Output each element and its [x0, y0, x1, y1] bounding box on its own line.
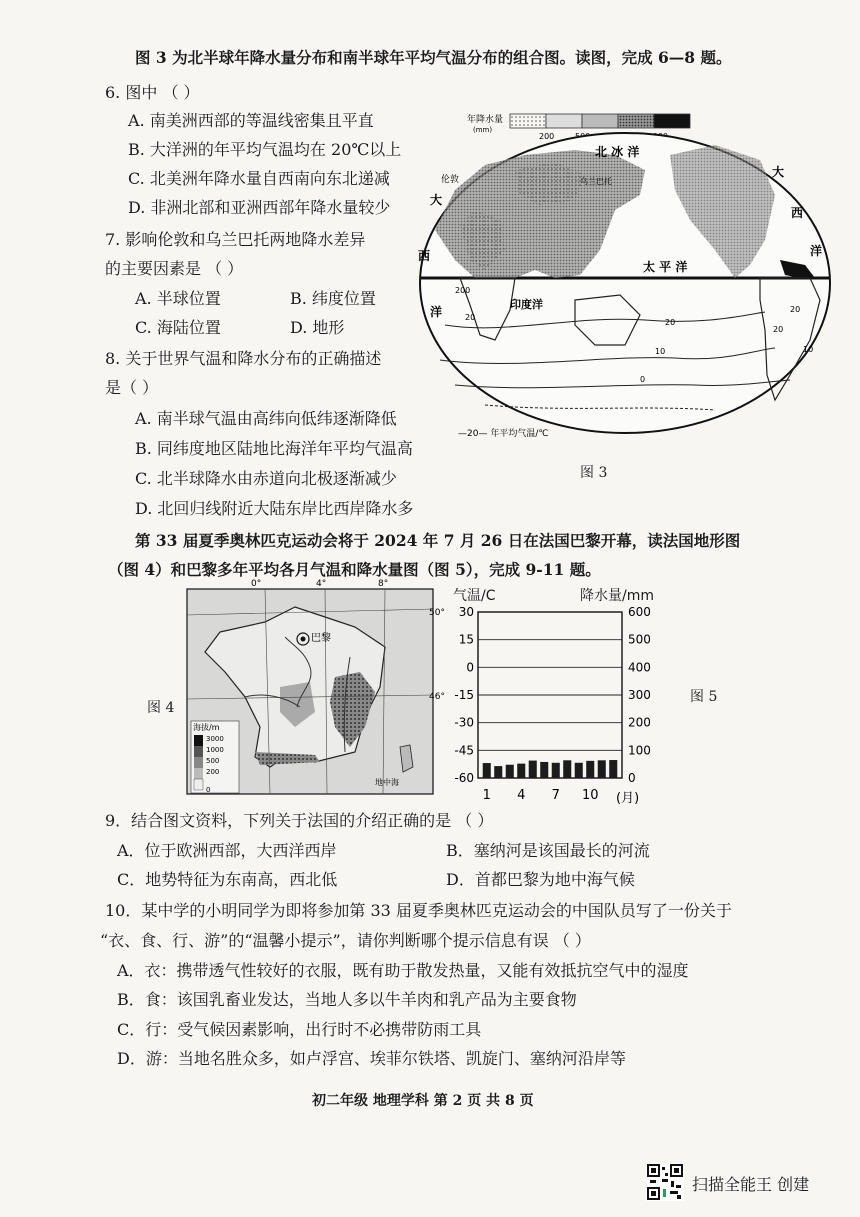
q10-option-d: D．游：当地名胜众多，如卢浮宫、埃菲尔铁塔、凯旋门、塞纳河沿岸等 — [117, 1049, 626, 1068]
scanner-watermark-text: 扫描全能王 创建 — [692, 1175, 810, 1194]
figure4-france-map — [185, 577, 445, 799]
fig3-label-20c: 20 — [790, 305, 801, 314]
q8-option-c: C. 北半球降水由赤道向北极逐渐减少 — [135, 469, 397, 488]
fig3-label-london: 伦敦 — [441, 175, 460, 185]
fig3-label-200: 200 — [455, 286, 471, 295]
q8-stem-line2: 是（ ） — [105, 378, 159, 397]
q8-option-a: A. 南半球气温由高纬向低纬逐渐降低 — [135, 409, 397, 428]
fig3-label-10a: 10 — [655, 347, 666, 356]
fig4-label-lat50: 50° — [429, 608, 445, 618]
fig3-label-20b: 20 — [665, 318, 676, 327]
fig5-precip-bar-month-10 — [586, 761, 594, 778]
fig4-legend-tick-500: 500 — [206, 757, 220, 765]
q6-option-a: A. 南美洲西部的等温线密集且平直 — [128, 111, 374, 130]
fig5-right-tick-label: 200 — [628, 715, 651, 730]
fig4-label-lon8: 8° — [378, 579, 389, 589]
q6-option-c: C. 北美洲年降水量自西南向东北递减 — [128, 169, 390, 188]
fig5-right-tick-label: 100 — [628, 743, 651, 758]
intro-q6-8: 图 3 为北半球年降水量分布和南半球年平均气温分布的组合图。读图，完成 6—8 题。 — [135, 48, 732, 67]
q9-option-d: D．首都巴黎为地中海气候 — [446, 870, 635, 889]
q7-option-a: A. 半球位置 — [135, 289, 221, 308]
fig5-precip-bar-month-3 — [506, 765, 514, 778]
q10-option-b: B．食：该国乳畜业发达，当地人多以牛羊肉和乳产品为主要食物 — [117, 990, 577, 1009]
intro-q9-11-line1: 第 33 届夏季奥林匹克运动会将于 2024 年 7 月 26 日在法国巴黎开幕，读法国地形图 — [135, 531, 741, 550]
fig3-label-atlantic-w2: 西 — [418, 249, 431, 263]
fig5-left-tick-label: -60 — [454, 771, 474, 785]
fig3-label-atlantic-w3: 洋 — [430, 305, 443, 319]
q10-stem-line1: 10．某中学的小明同学为即将参加第 33 届夏季奥林匹克运动会的中国队员写了一份关于 — [105, 901, 732, 920]
fig3-label-20d: 20 — [773, 325, 784, 334]
fig3-label-atlantic-e1: 大 — [772, 165, 785, 179]
fig3-label-arctic: 北 冰 洋 — [595, 145, 640, 159]
fig5-x-tick-label: 4 — [517, 788, 526, 803]
fig3-label-20a: 20 — [465, 313, 476, 322]
fig4-legend-tick-200: 200 — [206, 768, 220, 776]
fig5-x-tick-label: 10 — [581, 788, 599, 803]
fig3-caption: 图 3 — [580, 465, 608, 481]
fig5-left-tick-label: 15 — [458, 632, 474, 647]
fig5-right-tick-label: 500 — [628, 632, 651, 647]
q10-option-a: A．衣：携带透气性较好的衣服，既有助于散发热量，又能有效抵抗空气中的湿度 — [117, 961, 689, 980]
fig5-precip-bar-month-11 — [598, 760, 606, 778]
fig3-label-10b: 10 — [803, 345, 814, 354]
fig5-precip-bar-month-4 — [517, 764, 525, 778]
fig3-legend-title: 年降水量 — [467, 115, 504, 125]
fig4-legend-tick-0: 0 — [206, 786, 211, 794]
fig3-label-ulaanbaatar: 乌兰巴托 — [580, 177, 612, 186]
q9-option-c: C．地势特征为东南高，西北低 — [117, 870, 338, 889]
q6-stem: 6. 图中 （ ） — [105, 83, 200, 102]
q6-option-d: D. 非洲北部和亚洲西部年降水量较少 — [128, 198, 391, 217]
q9-stem: 9．结合图文资料，下列关于法国的介绍正确的是 （ ） — [105, 811, 494, 830]
fig4-legend-title: 海拔/m — [193, 723, 220, 732]
fig3-legend-unit: (mm) — [473, 126, 493, 134]
fig4-legend-tick-1000: 1000 — [206, 746, 224, 754]
q7-option-b: B. 纬度位置 — [290, 289, 376, 308]
fig5-x-tick-label: 1 — [482, 788, 491, 803]
fig5-x-tick-label: 7 — [551, 788, 560, 803]
fig3-label-indian: 印度洋 — [510, 298, 543, 311]
fig3-label-atlantic-e3: 洋 — [810, 244, 823, 258]
fig5-left-tick-label: -15 — [454, 688, 474, 702]
fig5-precip-bar-month-1 — [483, 763, 491, 778]
fig5-precip-bar-month-8 — [563, 760, 571, 778]
fig3-label-atlantic-w1: 大 — [430, 193, 443, 207]
fig5-precip-bar-month-6 — [540, 762, 548, 778]
intro-q9-11-line2: （图 4）和巴黎多年平均各月气温和降水量图（图 5），完成 9-11 题。 — [108, 560, 601, 579]
qr-code-icon — [646, 1163, 684, 1201]
fig4-label-lat46: 46° — [429, 692, 445, 702]
fig3-label-pacific: 太 平 洋 — [643, 260, 688, 274]
fig3-label-0: 0 — [640, 375, 646, 384]
fig5-left-axis-title: 气温/C — [453, 588, 496, 604]
fig5-left-tick-label: -30 — [454, 715, 474, 730]
q10-stem-line2: “衣、食、行、游”的“温馨小提示”，请你判断哪个提示信息有误 （ ） — [100, 931, 591, 950]
fig5-precip-bar-month-9 — [575, 763, 583, 778]
fig4-label-sea: 地中海 — [375, 778, 399, 787]
q7-option-d: D. 地形 — [290, 318, 345, 337]
fig5-month-unit: (月) — [616, 791, 640, 806]
fig5-right-tick-label: 300 — [628, 688, 651, 702]
q8-stem-line1: 8. 关于世界气温和降水分布的正确描述 — [105, 349, 382, 368]
page-footer: 初二年级 地理学科 第 2 页 共 8 页 — [312, 1093, 534, 1109]
fig5-right-tick-label: 600 — [628, 605, 651, 619]
q6-option-b: B. 大洋洲的年平均气温均在 20℃以上 — [128, 140, 402, 159]
fig5-right-tick-label: 400 — [628, 660, 651, 675]
figure3-world-map — [415, 100, 835, 445]
fig5-precip-bar-month-7 — [552, 763, 560, 778]
q7-option-c: C. 海陆位置 — [135, 318, 221, 337]
fig5-right-tick-label: 0 — [628, 771, 636, 785]
fig4-caption: 图 4 — [147, 700, 175, 716]
fig4-label-lon0: 0° — [251, 579, 262, 589]
fig4-label-lon4: 4° — [316, 579, 327, 589]
fig5-precip-bar-month-2 — [494, 766, 502, 778]
fig3-legend-tick-1: 200 — [539, 132, 555, 141]
fig4-label-paris: 巴黎 — [311, 633, 331, 644]
fig3-isotherm-legend: —20— 年平均气温/℃ — [458, 429, 549, 439]
q7-stem-line1: 7. 影响伦敦和乌兰巴托两地降水差异 — [105, 230, 366, 249]
fig5-left-tick-label: 0 — [466, 660, 474, 675]
figure5-climate-chart — [440, 600, 680, 810]
fig5-left-tick-label: -45 — [454, 743, 474, 758]
q7-stem-line2: 的主要因素是 （ ） — [105, 259, 244, 278]
fig3-label-atlantic-e2: 西 — [791, 206, 804, 220]
fig5-precip-bar-month-12 — [609, 760, 617, 778]
q8-option-b: B. 同纬度地区陆地比海洋年平均气温高 — [135, 439, 413, 458]
q10-option-c: C．行：受气候因素影响，出行时不必携带防雨工具 — [117, 1020, 482, 1039]
q8-option-d: D. 北回归线附近大陆东岸比西岸降水多 — [135, 499, 414, 518]
fig5-right-axis-title: 降水量/mm — [580, 588, 654, 604]
q9-option-a: A．位于欧洲西部，大西洋西岸 — [117, 841, 337, 860]
fig5-caption: 图 5 — [690, 689, 718, 705]
fig4-legend-tick-3000: 3000 — [206, 735, 224, 743]
q9-option-b: B．塞纳河是该国最长的河流 — [446, 841, 650, 860]
fig5-precip-bar-month-5 — [529, 761, 537, 778]
fig5-left-tick-label: 30 — [458, 605, 474, 619]
